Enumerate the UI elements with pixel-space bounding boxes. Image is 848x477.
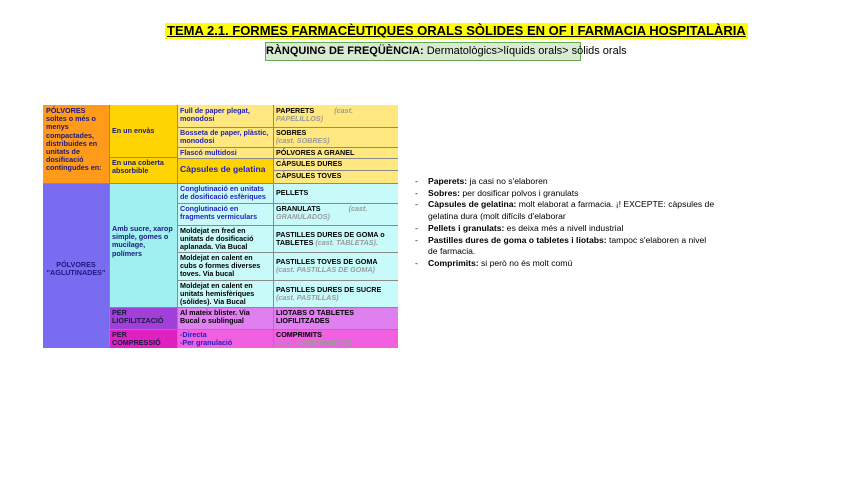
toves-name: PASTILLES TOVES DE GOMA	[276, 257, 378, 266]
note-item: - Càpsules de gelatina: molt elaborat a farmacia. ¡! EXCEPTE: càpsules de gelatina dura (molt difícils d'elaborar	[415, 199, 715, 222]
ranking-label: RÀNQUING DE FREQÜÈNCIA:	[266, 45, 424, 57]
grid-line	[273, 170, 398, 171]
container-env2: En una coberta absorbible	[109, 157, 177, 183]
container-env1: En un envàs	[109, 105, 177, 157]
binding-method: Amb sucre, xarop simple, gomes o mucilage, polímers	[109, 183, 177, 307]
sobres-name: SOBRES	[276, 128, 307, 137]
tabletes-alt: (cast. TABLETAS).	[315, 238, 378, 248]
sucre-name: PASTILLES DURES DE SUCRE	[276, 285, 382, 294]
result-granulats	[273, 203, 398, 225]
result-capsules-soft: CÀPSULES TOVES	[273, 170, 398, 183]
group-powders-loose: PÓLVORES soltes o més o menys compactades, distribuides en unitats de dosificació contingudes en:	[43, 105, 109, 183]
result-paperets	[273, 105, 398, 127]
group-powders-agglutinated: PÓLVORES "AGLUTINADES"	[43, 183, 109, 348]
comp-label: PER COMPRESSIÓ	[109, 329, 177, 348]
sub-vermicular: Conglutinació en fragments vermiculars	[177, 203, 273, 225]
note-item: - Pellets i granulats: es deixa més a nivell industrial	[415, 223, 715, 235]
result-comprimits	[273, 329, 398, 348]
ranking-box	[265, 42, 627, 61]
result-pastilles-toves	[273, 252, 398, 280]
sub-cold-mold: Moldejat en fred en unitats de dosificació aplanada. Via Bucal	[177, 225, 273, 252]
grid-line	[177, 147, 398, 148]
result-tabletes	[273, 225, 398, 252]
grid-line	[43, 183, 398, 184]
granulats-alt: GRANULADOS)	[276, 212, 330, 222]
grid-line	[177, 158, 398, 159]
grid-line	[177, 225, 398, 226]
sub-blister: Al mateix blister. Via Bucal o sublingual	[177, 307, 273, 329]
grid-line	[177, 252, 398, 253]
page-title: TEMA 2.1. FORMES FARMACÈUTIQUES ORALS SÒLIDES EN OF I FARMACIA HOSPITALÀRIA	[167, 23, 746, 38]
ranking-value: Dermatològics>líquids orals> sòlids orals	[423, 45, 627, 57]
grid-line	[177, 127, 398, 128]
grid-line	[177, 105, 178, 348]
sub-granulation: -Per granulació	[180, 338, 233, 348]
grid-line	[109, 105, 110, 348]
sub-spherical: Conglutinació en unitats de dosificació esfèriques	[177, 183, 273, 203]
note-item: - Pastilles dures de goma o tabletes i liotabs: tampoc s'elaboren a nivel de farmacia.	[415, 235, 715, 258]
sub-hot-mold-soft: Moldejat en calent en cubs o formes diverses toves. Via bucal	[177, 252, 273, 280]
paperets-name: PAPERETS	[276, 106, 315, 115]
note-item: - Paperets: ja casi no s'elaboren	[415, 176, 715, 188]
sub-folded-paper: Full de paper plegat, monodosi	[177, 105, 273, 127]
grid-line	[109, 329, 398, 330]
dosage-forms-table	[43, 105, 398, 348]
sobres-alt: (cast. SOBRES)	[276, 136, 330, 146]
sucre-alt: (cast. PASTILLAS)	[276, 293, 339, 303]
tabletes-name: PASTILLES DURES DE GOMA o TABLETES	[276, 230, 385, 248]
notes-list	[415, 176, 715, 270]
result-sobres	[273, 127, 398, 147]
result-pastilles-sucre	[273, 280, 398, 307]
note-item: - Sobres: per dosificar polvos i granulats	[415, 188, 715, 200]
sub-hot-mold-hemi: Moldejat en calent en unitats hemisfèriques (sòlides). Via Bucal	[177, 280, 273, 307]
result-capsules-hard: CÀPSULES DURES	[273, 158, 398, 170]
comprimits-name: COMPRIMITS	[276, 330, 322, 339]
sub-compression	[177, 329, 273, 348]
sub-gelatin-capsules: Càpsules de gelatina	[177, 158, 273, 183]
granulats-alt-a: (cast.	[348, 204, 368, 213]
grid-line	[109, 307, 398, 308]
grid-line	[109, 157, 177, 158]
grid-line	[273, 105, 274, 348]
result-granel: PÓLVORES A GRANEL	[273, 147, 398, 158]
grid-line	[177, 280, 398, 281]
toves-alt: (cast. PASTILLAS DE GOMA)	[276, 265, 375, 275]
sub-bag: Bosseta de paper, plàstic, monodosi	[177, 127, 273, 147]
liof-label: PER LIOFILITZACIÓ	[109, 307, 177, 329]
result-liotabs: LIOTABS O TABLETES LIOFILITZADES	[273, 307, 398, 329]
note-item: - Comprimits: si però no és molt comú	[415, 258, 715, 270]
sub-direct: -Directa	[180, 330, 207, 339]
grid-line	[177, 203, 398, 204]
comprimits-alt: (cast. COMPRIMIDOS)	[276, 338, 352, 348]
paperets-alt: (cast. PAPELILLOS)	[276, 106, 353, 124]
granulats-name: GRANULATS	[276, 204, 321, 213]
result-pellets: PELLETS	[273, 183, 398, 203]
sub-flask: Flascó multidosi	[177, 147, 273, 158]
